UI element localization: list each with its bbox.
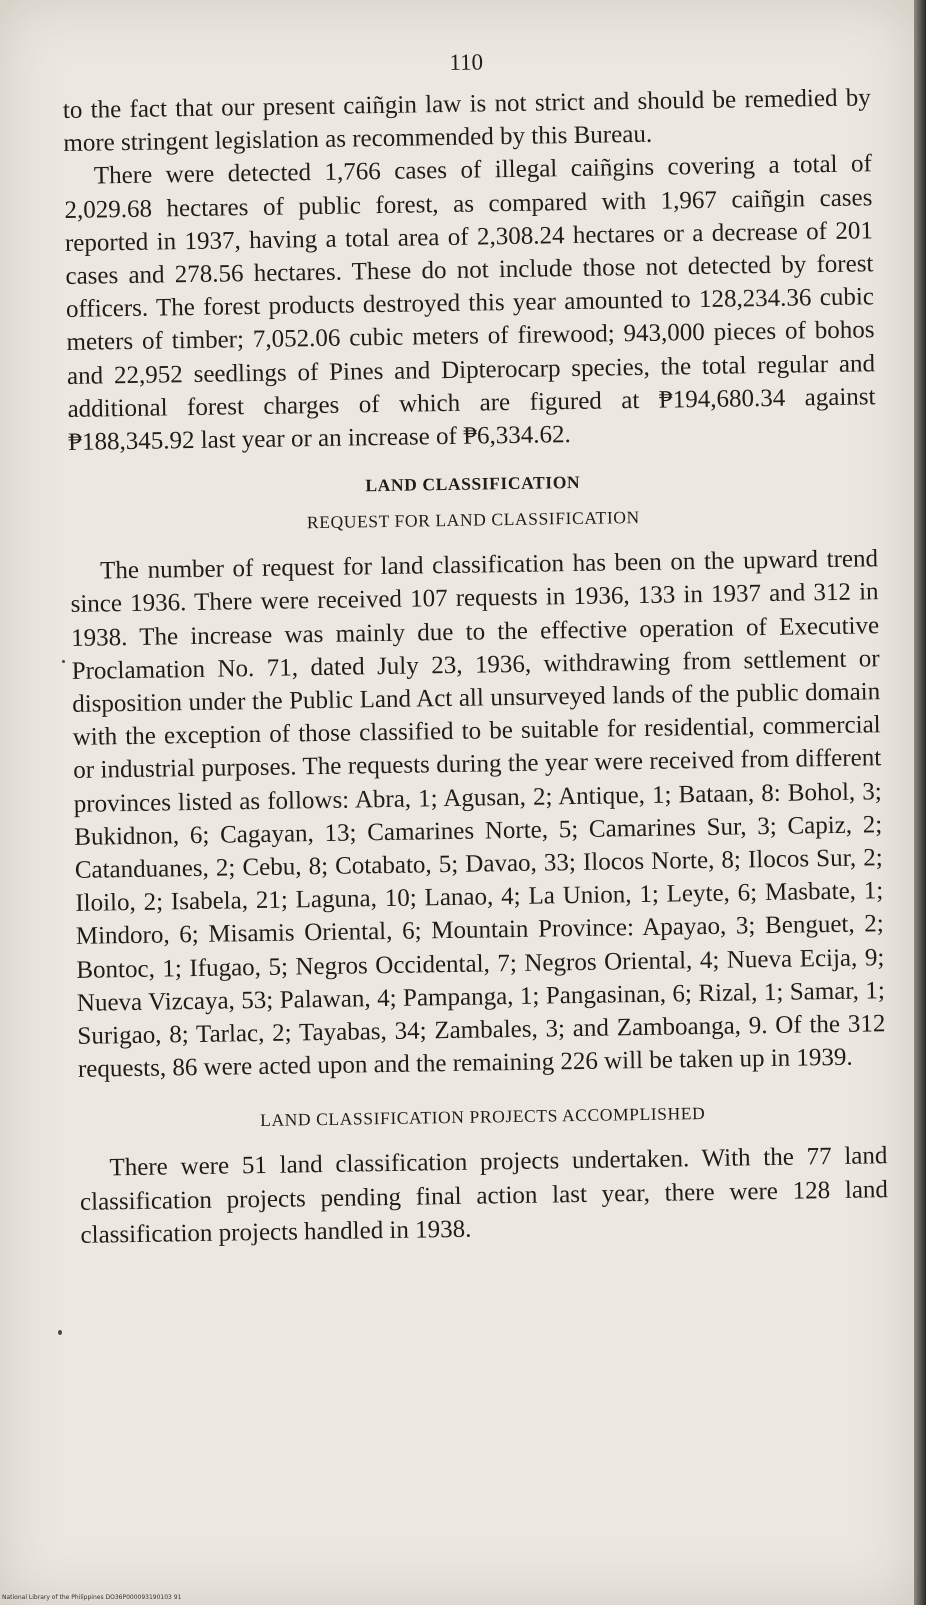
- ink-speck: [62, 660, 65, 663]
- paragraph-projects: There were 51 land classification projects undertaken. With the 77 land classification projects pending final action last year, there were 128 land classification projects handled in 1938.: [79, 1142, 889, 1249]
- section-heading-land-classification: LAND CLASSIFICATION: [365, 472, 581, 496]
- paragraph-caingin-law: to the fact that our present caiñgin law is not strict and should be remedied by more stringent legislation as recommended by this Bureau.: [62, 84, 871, 158]
- library-footer: National Library of the Philippines DO36P000093190103 91: [2, 1594, 182, 1601]
- paragraph-requests: The number of request for land classification has been on the upward trend since 1936. There were received 107 requests in 1936, 133 in 1937 and 312 in 1938. The increase was mainly due to the effective operation of Executive Proclamation No. 71, dated July 23, 1936, withdrawing from settlement or disposition under the Public Land Act all unsurveyed lands of the public domain with the exception of those classified to be suitable for residential, commercial or industrial purposes. The requests during the year were received from different provinces listed as follows: Abra, 1; Agusan, 2; Antique, 1; Bataan, 8: Bohol, 3; Bukidnon, 6; Cagayan, 13; Camarines Norte, 5; Camarines Sur, 3; Capiz, 2; Catanduanes, 2; Cebu, 8; Cotabato, 5; Davao, 33; Ilocos Norte, 8; Ilocos Sur, 2; Iloilo, 2; Isabela, 21; Laguna, 10; Lanao, 4; La Union, 1; Leyte, 6; Masbate, 1; Mindoro, 6; Misamis Oriental, 6; Mountain Province: Apayao, 3; Benguet, 2; Bontoc, 1; Ifugao, 5; Negros Occidental, 7; Negros Oriental, 4; Nueva Ecija, 9; Nueva Vizcaya, 53; Palawan, 4; Pampanga, 1; Pangasinan, 6; Rizal, 1; Samar, 1; Surigao, 8; Tarlac, 2; Tayabas, 34; Zambales, 3; and Zamboanga, 9. Of the 312 requests, 86 were acted upon and the remaining 226 will be taken up in 1939.: [70, 545, 886, 1084]
- subheading-projects-accomplished: LAND CLASSIFICATION PROJECTS ACCOMPLISHED: [260, 1103, 706, 1131]
- page-number: 110: [449, 49, 484, 75]
- subheading-request-land-classification: REQUEST FOR LAND CLASSIFICATION: [306, 507, 640, 533]
- scan-edge: [914, 0, 926, 1605]
- ink-speck: [58, 1330, 62, 1335]
- document-body: [62, 41, 889, 1252]
- paragraph-illegal-caingins: There were detected 1,766 cases of illegal caiñgins covering a total of 2,029.68 hectares of public forest, as compared with 1,967 caiñgin cases reported in 1937, having a total area of 2,308.24 hectares or a decrease of 201 cases and 278.56 hectares. These do not include those not detected by forest officers. The forest products destroyed this year amounted to 128,234.36 cubic meters of timber; 7,052.06 cubic meters of firewood; 943,000 pieces of bohos and 22,952 seedlings of Pines and Dipterocarp species, the total regular and additional forest charges of which are figured at ₱194,680.34 against ₱188,345.92 last year or an increase of ₱6,334.62.: [64, 150, 876, 456]
